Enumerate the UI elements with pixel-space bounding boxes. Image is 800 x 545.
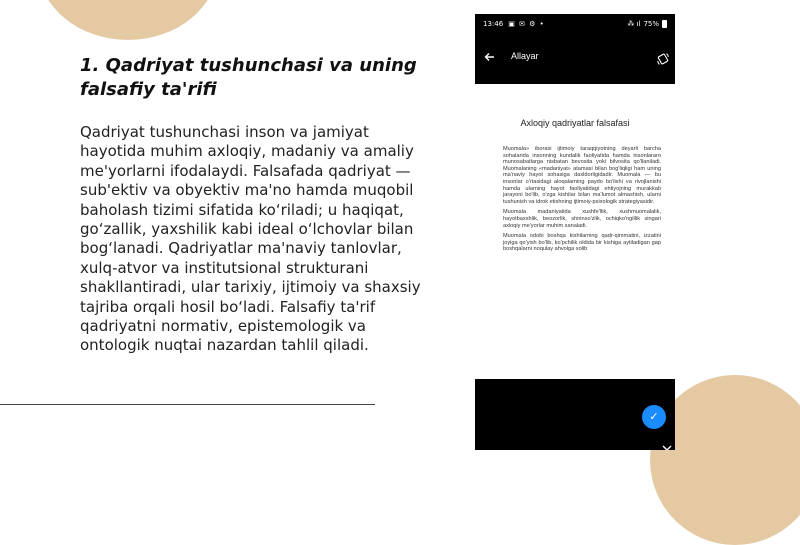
close-icon[interactable] xyxy=(661,441,673,450)
confirm-check-button[interactable]: ✓ xyxy=(642,405,666,429)
back-arrow-icon[interactable] xyxy=(483,51,497,65)
slide-title: 1. Qadriyat tushunchasi va uning falsafiy ta'rifi xyxy=(80,55,417,100)
app-bar xyxy=(475,34,675,84)
status-right xyxy=(627,20,667,28)
document-preview xyxy=(475,84,675,379)
document-paragraph: Muomala madaniyatida xushfe'llik, xushmuomalalik, hayotbaxshlik, beozorlik, shirinso'zlik, ochiqko'ngillik singari axloqiy me'yorlar muhim sanaladi. xyxy=(503,209,661,229)
document-paragraph: Muomala odobi boshqa kishilarning qadr-qimmatini, izzatini joyiga qo'yish bo'lib, ko'pchilik oldida bir kishiga aytiladigan gap boshqalarni noqulay ahvolga solib xyxy=(503,233,661,253)
status-time: 13:46 xyxy=(483,20,504,28)
decorative-circle-top xyxy=(38,0,218,40)
signal-icon: ⁂ ıl xyxy=(627,20,641,28)
rotate-icon[interactable] xyxy=(657,51,669,65)
notification-icons: ▣ ✉ ⚙ • xyxy=(508,20,545,28)
status-bar xyxy=(475,14,675,34)
battery-percent: 75% xyxy=(643,20,659,28)
phone-screenshot xyxy=(475,14,675,450)
battery-icon xyxy=(662,20,667,28)
document-title: Axloqiy qadriyatlar falsafasi xyxy=(520,118,630,128)
document-text xyxy=(503,146,661,257)
slide-body-text: Qadriyat tushunchasi inson va jamiyat hayotida muhim axloqiy, madaniy va amaliy me'yorlarni ifodalaydi. Falsafada qadriyat — sub'ektiv va obyektiv ma'no hamda muqobil baholash tizimi sifatida ko‘riladi; u haqiqat, go‘zallik, yaxshilik kabi ideal o‘lchovlar bilan bog‘lanadi. Qadriyatlar ma'naviy tanlovlar, xulq-atvor va institutsional strukturani shakllantiradi, ular tarixiy, ijtimoiy va shaxsiy tajriba orqali hosil bo‘ladi. Falsafiy ta'rif qadriyatni normativ, epistemologik va ontologik nuqtai nazardan tahlil qiladi. xyxy=(80,123,421,355)
divider-line xyxy=(0,404,375,405)
document-paragraph: Muomala» iborasi ijtimoiy taraqqiyotning deyarli barcha sohalarida insonning kundalik faoliyatida hamda insonlararo munosabatlarga nisbatan bevosita yoki bilvosita qo'llaniladi. Muomalaning «madaniyat» atamasi bilan bog'liqligi ham uning ma'naviy hayot sohasiga daxldorligidadir. Muomala — bu insonlar o'rtasidagi aloqalarning paydo bo'lishi va rivojlanishi hamda ularning hayot faoliyatidagi ehtiyojning murakkab jarayoni bo'lib, o'zga kishilar bilan ma'lumot almashish, ularni tushunish va idrok etishning ijtimoiy-psixologik strategiyasidir. xyxy=(503,146,661,205)
app-title: Allayar xyxy=(511,51,539,61)
